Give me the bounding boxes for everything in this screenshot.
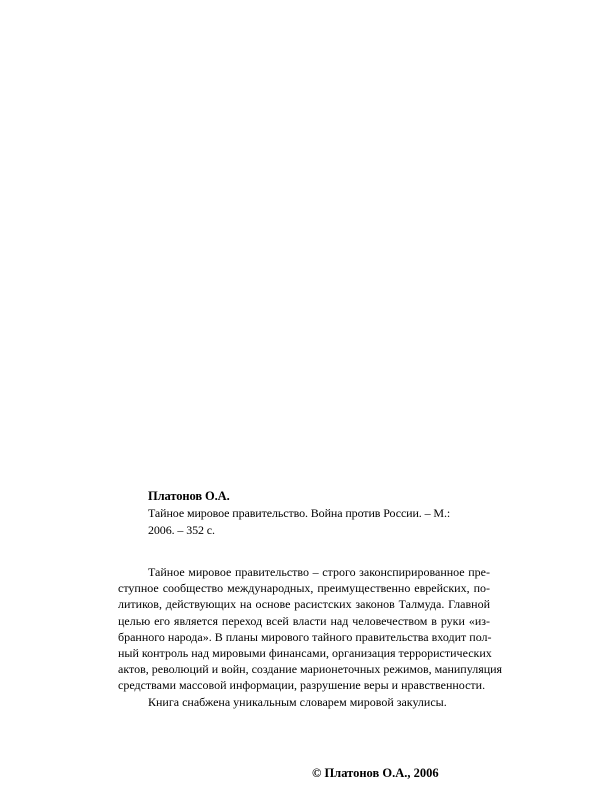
abstract-text [118,564,503,710]
abstract-line: литиков, действующих на основе расистских законов Талмуда. Главной [118,597,490,612]
abstract-line: актов, революций и войн, создание марионеточных режимов, манипуляция [118,662,503,677]
bibliographic-record [148,488,468,539]
abstract-line: ступное сообщество международных, преимущественно еврейских, по- [118,581,490,596]
abstract-line: Тайное мировое правительство – строго законспирированное пре- [148,565,490,579]
abstract-line: Книга снабжена уникальным словарем мировой закулисы. [148,694,447,709]
abstract-line: бранного народа». В планы мирового тайного правительства входит пол- [118,629,492,644]
abstract-line: ный контроль над мировыми финансами, организация террористических [118,646,492,661]
author-name: Платонов О.А. [148,489,230,503]
abstract-line: средствами массовой информации, разрушение веры и нравственности. [118,678,486,693]
copyright-notice: © Платонов О.А., 2006 [312,766,439,780]
title-line: Тайное мировое правительство. Война против России. – М.: [148,506,451,520]
imprint-line: 2006. – 352 с. [148,523,215,537]
abstract-line: целью его является переход всей власти над человечеством в руки «из- [118,613,490,628]
